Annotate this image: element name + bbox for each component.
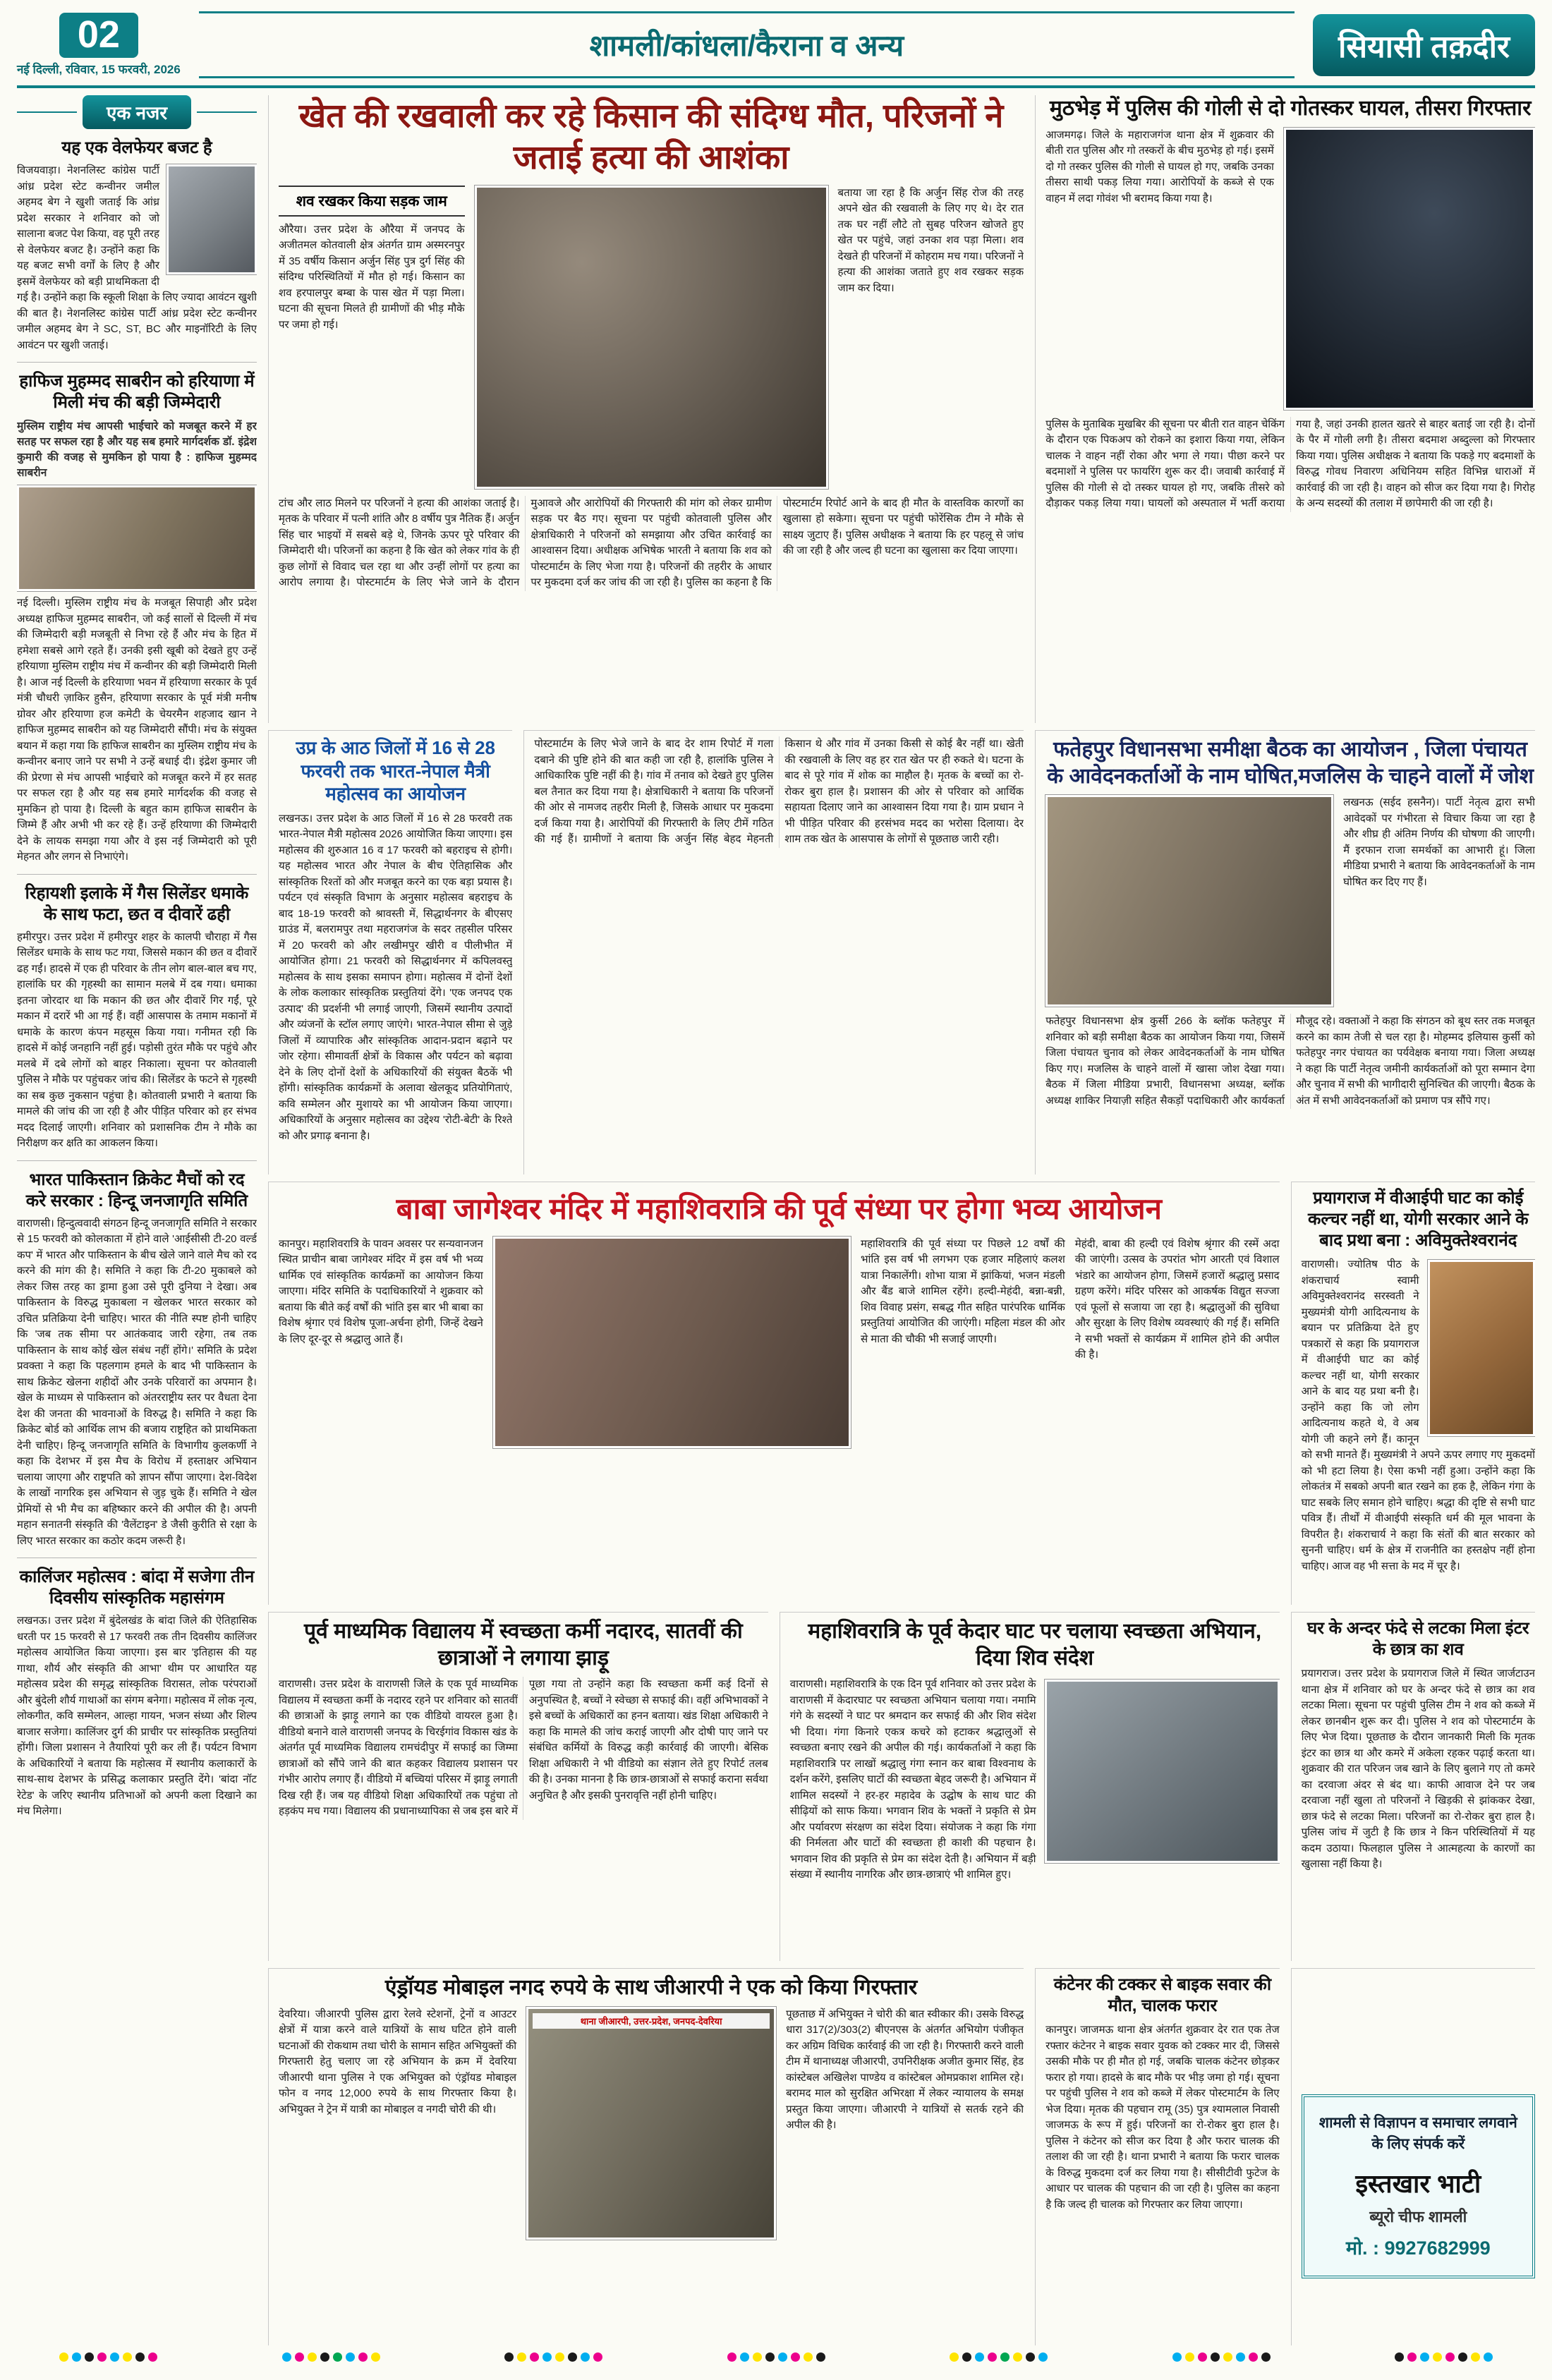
gas-body: हमीरपुर। उत्तर प्रदेश में हमीरपुर शहर के कालपी चौराहा में गैस सिलेंडर धमाके के साथ फट गया, जिससे मकान की छत व दीवारें ढह गईं। हादसे में एक ही परिवार के तीन लोग बाल-बाल बच गए, हालांकि घर की गृहस्थी का सामान मलबे में दब गया। धमाका इतना जोरदार था कि मकान की छत और दीवारें गिर गईं, पूरे मकान में दरारें भी आ गई हैं। वहीं आसपास के तमाम मकानों में धमाके के कारण कंपन महसूस किया गया। गनीमत रही कि हादसे में कोई जनहानि नहीं हुई। पड़ोसी तुरंत मौके पर पहुंचे और मलबे में दबे लोगों को बाहर निकाला। सूचना पर कोतवाली पुलिस ने मौके पर पहुंचकर जांच की। सिलेंडर के फटने से गृहस्थी का सब कुछ नुकसान पहुंचा है। कोतवाली प्रभारी ने बताया कि मामले की जांच की जा रही है और पीड़ित परिवार को हर संभव मदद दिलाई जाएगी। शनिवार को प्रशासनिक टीम ने मौके का निरीक्षण कर क्षति का आकलन किया। bbox=[17, 930, 257, 1149]
article-hafiz-sabrin bbox=[17, 362, 257, 866]
article-farmer-death-lead bbox=[268, 95, 1024, 723]
article-police-encounter bbox=[1035, 95, 1535, 723]
kedar-body: वाराणसी। महाशिवरात्रि के एक दिन पूर्व शनिवार को उत्तर प्रदेश के वाराणसी में केदारघाट पर स्वच्छता अभियान चलाया गया। नमामि गंगे के सदस्यों ने घाट पर श्रमदान कर सफाई की और शिव संदेश भी दिया। गंगा किनारे एकत्र कचरे को हटाकर श्रद्धालुओं से स्वच्छता बनाए रखने की अपील की गई। कार्यकर्ताओं ने कहा कि महाशिवरात्रि पर लाखों श्रद्धालु गंगा स्नान कर बाबा विश्वनाथ के दर्शन करेंगे, इसलिए घाटों की स्वच्छता बेहद जरूरी है। अभियान में शामिल सदस्यों ने हर-हर महादेव के उद्घोष के साथ घाट की सीढ़ियों को साफ किया। भगवान शिव के भक्तों ने प्रकृति से प्रेम और पर्यावरण संरक्षण का संदेश दिया। संयोजक ने कहा कि गंगा की निर्मलता और घाटों की स्वच्छता ही काशी की पहचान है। भगवान शिव की प्रकृति से प्रेम का संदेश देती है। अभियान में बड़ी संख्या में स्थानीय नागरिक और छात्र-छात्राएं भी शामिल हुए। bbox=[789, 1678, 1036, 1881]
article-cricket-protest bbox=[17, 1160, 257, 1550]
color-dot-cluster bbox=[1172, 2352, 1271, 2362]
article-grp-arrest bbox=[268, 1968, 1024, 2345]
hanging-headline: घर के अन्दर फंदे से लटका मिला इंटर के छात्र का शव bbox=[1307, 1619, 1529, 1659]
lead-article-continuation bbox=[523, 730, 1024, 1174]
article-fatehpur-meeting bbox=[1035, 730, 1535, 1174]
gas-headline: रिहायशी इलाके में गैस सिलेंडर धमाके के साथ फटा, छत व दीवारें ढही bbox=[25, 883, 249, 924]
fatehpur-top-layout bbox=[1045, 795, 1535, 1007]
vip-ghat-body: वाराणसी। ज्योतिष पीठ के शंकराचार्य स्वामी अविमुक्तेश्वरानंद सरस्वती ने मुख्यमंत्री योगी आदित्यनाथ के बयान पर प्रतिक्रिया देते हुए पत्रकारों से कहा कि प्रयागराज में वीआईपी घाट का कोई कल्चर नहीं था, योगी सरकार आने के बाद यह प्रथा बनी है। उन्होंने कहा कि जो लोग आदित्यनाथ कहते थे, वे अब योगी जी कहने लगे हैं। कानून को सभी मानते हैं। मुख्यमंत्री ने अपने ऊपर लगाए गए मुकदमों को भी हटा लिया है। ऐसा कभी नहीं हुआ। उन्होंने कहा कि लोकतंत्र में सबको अपनी बात रखने का हक है, लेकिन गंगा के घाट सबके लिए समान होने चाहिए। श्रद्धा की दृष्टि से सभी घाट पवित्र हैं। तीर्थों में वीआईपी संस्कृति धर्म की मूल भावना के विपरीत है। शंकराचार्य ने कहा कि संतों की बात सरकार को सुननी चाहिए। धर्म के क्षेत्र में राजनीति का हस्तक्षेप नहीं होना चाहिए। आज वह भी सत्ता के मद में चूर है। bbox=[1301, 1258, 1535, 1572]
color-dot-cluster bbox=[504, 2352, 602, 2362]
grp-arrest-photo bbox=[526, 2007, 776, 2240]
article-student-hanging bbox=[1291, 1612, 1535, 1961]
school-body: वाराणसी। उत्तर प्रदेश के वाराणसी जिले के एक पूर्व माध्यमिक विद्यालय में स्वच्छता कर्मी के नदारद रहने पर शनिवार को सातवीं की छात्राओं के झाड़ू लगाने का एक वीडियो वायरल हुआ है। वीडियो बनाने वाले वाराणसी जनपद के चिरईगांव विकास खंड के अंतर्गत पूर्व माध्यमिक विद्यालय रामचंदीपुर में सफाई का जिम्मा छात्राओं को सौंपे जाने की बात कहकर विद्यालय प्रशासन पर गंभीर आरोप लगाए हैं। वीडियो में बच्चियां परिसर में झाड़ू लगाती दिख रही हैं। जब यह वीडियो शिक्षा अधिकारियों तक पहुंचा तो हड़कंप मच गया। विद्यालय की प्रधानाध्यापिका से जब इस बारे में पूछा गया तो उन्होंने कहा कि स्वच्छता कर्मी कई दिनों से अनुपस्थित है, बच्चों ने स्वेच्छा से सफाई की। वहीं अभिभावकों ने इसे बच्चों के अधिकारों का हनन बताया। खंड शिक्षा अधिकारी ने कहा कि मामले की जांच कराई जाएगी और दोषी पाए जाने पर संबंधित कर्मियों के विरुद्ध कड़ी कार्रवाई की जाएगी। बेसिक शिक्षा अधिकारी ने भी वीडियो का संज्ञान लेते हुए रिपोर्ट तलब की है। उनका मानना है कि छात्र-छात्राओं से सफाई कराना सर्वथा अनुचित है और इसकी पुनरावृत्ति नहीं होनी चाहिए। bbox=[279, 1678, 768, 1817]
jageshwar-event-photo bbox=[493, 1237, 851, 1448]
cricket-headline: भारत पाकिस्तान क्रिकेट मैचों को रद करे सरकार : हिन्दू जनजागृति समिति bbox=[25, 1170, 248, 1210]
welfare-portrait-photo bbox=[166, 164, 257, 274]
article-india-nepal-festival bbox=[268, 730, 512, 1174]
kedar-content bbox=[790, 1677, 1280, 1883]
lead-continuation-body: पोस्टमार्टम के लिए भेजे जाने के बाद देर शाम रिपोर्ट में गला दबाने की पुष्टि होने की बात कही जा रही है, हालांकि पुलिस ने आधिकारिक पुष्टि नहीं की है। गांव में तनाव को देखते हुए पुलिस बल तैनात कर दिया गया है। क्षेत्राधिकारी ने बताया कि परिजनों की ओर से नामजद तहरीर मिली है, जिसके आधार पर मुकदमा दर्ज किया गया है। आरोपियों की गिरफ्तारी के लिए टीमें गठित की गई हैं। ग्रामीणों ने बताया कि अर्जुन सिंह बेहद मेहनती किसान थे और गांव में उनका किसी से कोई बैर नहीं था। खेती की रखवाली के लिए वह हर रात खेत पर ही रुकते थे। घटना के बाद से पूरे गांव में शोक का माहौल है। मृतक के बच्चों का रो-रोकर बुरा हाल है। प्रशासन की ओर से परिवार को आर्थिक सहायता दिलाए जाने का आश्वासन दिया गया है। ग्राम प्रधान ने भी पीड़ित परिवार की हरसंभव मदद का भरोसा दिलाया। देर शाम तक खेत के आसपास के लोगों से पूछताछ जारी रही। bbox=[534, 738, 1024, 845]
encounter-body-top: आजमगढ़। जिले के महाराजगंज थाना क्षेत्र में शुक्रवार की बीती रात पुलिस और गो तस्करों के बीच मुठभेड़ हो गई। इसमें दो गो तस्कर पुलिस की गोली से घायल हो गए, जबकि उनका तीसरा साथी पकड़ लिया गया। आरोपियों के कब्जे से एक वाहन में लदा गोवंश भी बरामद किया गया है। bbox=[1045, 128, 1274, 205]
contact-ad-block bbox=[1291, 1968, 1535, 2345]
vip-ghat-content bbox=[1302, 1257, 1535, 1574]
welfare-body: विजयवाड़ा। नेशनलिस्ट कांग्रेस पार्टी आंध्र प्रदेश स्टेट कन्वीनर जमील अहमद बेग ने खुशी जताई कि आंध्र प्रदेश सरकार ने शनिवार को जो सालाना बजट पेश किया, वह पूरी तरह से वेलफेयर बजट है। उन्होंने कहा कि यह बजट सभी वर्गों के लिए है और इसमें वेलफेयर को बड़ी प्राथमिकता दी गई है। उन्होंने कहा कि स्कूली शिक्षा के लिए ज्यादा आवंटन खुशी की बात है। नेशनलिस्ट कांग्रेस पार्टी आंध्र प्रदेश स्टेट कन्वीनर जमील अहमद बेग ने SC, ST, BC और माइनॉरिटी के लिए आवंटन पर खुशी जताई। bbox=[17, 164, 257, 351]
lead-body-left: औरैया। उत्तर प्रदेश के औरैया में जनपद के अजीतमल कोतवाली क्षेत्र अंतर्गत ग्राम अस्मरनपुर में 35 वर्षीय किसान अर्जुन सिंह पुत्र दुर्ग सिंह की संदिग्ध परिस्थितियों में मौत हो गई। किसान का शव हरपालपुर बम्बा के पास खेत में पड़ा मिला। घटना की सूचना मिलते ही ग्रामीणों की भीड़ मौके पर जमा हो गई। bbox=[279, 223, 465, 331]
jageshwar-body-mid: महाशिवरात्रि की पूर्व संध्या पर पिछले 12 वर्षों की भांति इस वर्ष भी लगभग एक हजार महिलाएं कलश यात्रा निकालेंगी। शोभा यात्रा में झांकियां, भजन मंडली और बैंड बाजे शामिल रहेंगे। हल्दी-मेहंदी, बन्ना-बन्नी, शिव विवाह प्रसंग, सबद्ध गीत सहित पारंपरिक धार्मिक प्रस्तुतियां आयोजित की जाएंगी। महिला मंडल की ओर से माता की चौकी भी सजाई जाएगी। bbox=[860, 1237, 1065, 1345]
lead-headline: खेत की रखवाली कर रहे किसान की संदिग्ध मौत, परिजनों ने जताई हत्या की आशंका bbox=[298, 97, 1004, 176]
kalinjar-headline: कालिंजर महोत्सव : बांदा में सजेगा तीन दिवसीय सांस्कृतिक महासंगम bbox=[19, 1567, 255, 1608]
article-kedar-ghat bbox=[780, 1612, 1280, 1961]
lead-body-right: बताया जा रहा है कि अर्जुन सिंह रोज की तरह अपने खेत की रखवाली के लिए गए थे। देर रात तक घर नहीं लौटे तो सुबह परिजन खोजते हुए खेत पर पहुंचे, जहां उनका शव पड़ा मिला। शव देखते ही परिजनों में कोहराम मच गया। परिजनों ने हत्या की आशंका जताते हुए शव रखकर सड़क जाम कर दिया। bbox=[837, 186, 1024, 294]
jageshwar-body-left: कानपुर। महाशिवरात्रि के पावन अवसर पर सन्यवानजन स्थित प्राचीन बाबा जागेश्वर मंदिर में इस वर्ष भी भव्य धार्मिक एवं सांस्कृतिक कार्यक्रमों का आयोजन किया जाएगा। मंदिर समिति के पदाधिकारियों ने शुक्रवार को बताया कि बीते कई वर्षों की भांति इस बार भी बाबा का विशेष श्रृंगार एवं विशेष पूजा-अर्चना होगी, जिन्हें देखने के लिए दूर-दूर से श्रद्धालु आते हैं। bbox=[279, 1237, 483, 1345]
ad-contact-name: इस्तखार भाटी bbox=[1355, 2168, 1481, 2198]
nepal-festival-headline: उप्र के आठ जिलों में 16 से 28 फरवरी तक भारत-नेपाल मैत्री महोत्सव का आयोजन bbox=[296, 737, 495, 804]
vip-ghat-headline: प्रयागराज में वीआईपी घाट का कोई कल्चर नहीं था, योगी सरकार आने के बाद प्रथा बना : अविमुक्तेश्वरानंद bbox=[1307, 1189, 1529, 1250]
hafiz-standfirst: मुस्लिम राष्ट्रीय मंच आपसी भाईचारे को मजबूत करने में हर सतह पर सफल रहा है और यह सब हमारे मार्गदर्शक डॉ. इंद्रेश कुमारी की वजह से मुमकिन हो पाया है : हाफिज मुहम्मद साबरीन bbox=[17, 420, 257, 479]
grp-headline: एंड्रॉयड मोबाइल नगद रुपये के साथ जीआरपी ने एक को किया गिरफ्तार bbox=[384, 1976, 918, 1999]
color-dot-cluster bbox=[1395, 2352, 1493, 2362]
ek-najar-label: एक नजर bbox=[83, 95, 191, 129]
color-dot-cluster bbox=[727, 2352, 825, 2362]
lead-top-layout bbox=[279, 186, 1024, 489]
fatehpur-body-side: लखनऊ (सईद हसनैन)। पार्टी नेतृत्व द्वारा सभी आवेदकों पर गंभीरता से विचार किया जा रहा है और शीघ्र ही अंतिम निर्णय की घोषणा की जाएगी। मैं इरफान राजा समर्थकों का आभारी हूं। जिला मीडिया प्रभारी ने बताया कि आवेदनकर्ताओं के नाम घोषित कर दिए गए हैं। bbox=[1343, 796, 1535, 888]
grp-layout bbox=[279, 2007, 1024, 2240]
page-grid bbox=[17, 95, 1535, 2345]
hanging-body: प्रयागराज। उत्तर प्रदेश के प्रयागराज जिले में स्थित जार्जटाउन थाना क्षेत्र में शनिवार को घर के अन्दर फंदे से छात्र का शव लटका मिला। सूचना पर पहुंची पुलिस टीम ने शव को कब्जे में लेकर छानबीन शुरू कर दी। पुलिस ने शव को पोस्टमार्टम के लिए भेज दिया। पूछताछ के दौरान जानकारी मिली कि मृतक इंटर का छात्र था और कमरे में अकेला रहकर पढ़ाई करता था। शुक्रवार की रात परिजन जब खाने के लिए बुलाने गए तो कमरे का दरवाजा अंदर से बंद था। काफी आवाज देने पर जब दरवाजा नहीं खुला तो परिजनों ने खिड़की से झांककर देखा, छात्र फंदे से लटका मिला। परिजनों का रो-रोकर बुरा हाल है। पुलिस जांच में जुटी है कि छात्र ने किन परिस्थितियों में यह कदम उठाया। फिलहाल पुलिस ने आत्महत्या के कारणों का खुलासा नहीं किया है। bbox=[1301, 1668, 1535, 1870]
jageshwar-layout bbox=[279, 1237, 1280, 1448]
section-title: शामली/कांधला/कैराना व अन्य bbox=[199, 11, 1295, 78]
ad-contact-phone: मो. : 9927682999 bbox=[1345, 2237, 1491, 2259]
article-kalinjar-festival bbox=[17, 1558, 257, 1820]
grp-body-right: पूछताछ में अभियुक्त ने चोरी की बात स्वीकार की। उसके विरुद्ध धारा 317(2)/303(2) बीएनएस के अंतर्गत अभियोग पंजीकृत कर अग्रिम विधिक कार्रवाई की जा रही है। गिरफ्तारी करने वाली टीम में थानाध्यक्ष जीआरपी, उपनिरीक्षक अजीत कुमार सिंह, हेड कांस्टेबल अखिलेश पाण्डेय व कांस्टेबल ओमप्रकाश शामिल रहे। बरामद माल को सुरक्षित अभिरक्षा में लेकर न्यायालय के समक्ष प्रस्तुत किया जाएगा। जीआरपी ने यात्रियों से सतर्क रहने की अपील की है। bbox=[786, 2008, 1024, 2131]
shankaracharya-photo bbox=[1428, 1260, 1535, 1436]
left-column bbox=[17, 95, 257, 2345]
article-container-accident bbox=[1035, 1968, 1279, 2345]
container-body: कानपुर। जाजमऊ थाना क्षेत्र अंतर्गत शुक्रवार देर रात एक तेज रफ्तार कंटेनर ने बाइक सवार युवक को टक्कर मार दी, जिससे उसकी मौके पर ही मौत हो गई, जबकि चालक कंटेनर छोड़कर फरार हो गया। हादसे के बाद मौके पर भीड़ जमा हो गई। सूचना पर पहुंची पुलिस ने शव को कब्जे में लेकर पोस्टमार्टम के लिए भेज दिया। मृतक की पहचान रामू (35) पुत्र श्यामलाल निवासी जाजमऊ के रूप में हुई। परिजनों का रो-रोकर बुरा हाल है। पुलिस ने कंटेनर को सीज कर दिया है और फरार चालक की तलाश की जा रही है। थाना प्रभारी ने बताया कि फरार चालक के विरुद्ध मुकदमा दर्ज कर लिया गया है। सीसीटीवी फुटेज के आधार पर चालक की पहचान की जा रही है। पुलिस का कहना है कि जल्द ही चालक को गिरफ्तार कर लिया जाएगा। bbox=[1045, 2024, 1280, 2211]
color-dot-cluster bbox=[59, 2352, 157, 2362]
color-dot-cluster bbox=[950, 2352, 1048, 2362]
encounter-night-photo bbox=[1284, 128, 1535, 410]
paper-name: सियासी तक़दीर bbox=[1313, 14, 1535, 76]
fatehpur-headline: फतेहपुर विधानसभा समीक्षा बैठक का आयोजन , जिला पंचायत के आवेदनकर्ताओं के नाम घोषित,मजलिस के चाहने वालों में जोश bbox=[1047, 738, 1534, 788]
school-headline: पूर्व माध्यमिक विद्यालय में स्वच्छता कर्मी नदारद, सातवीं की छात्राओं ने लगाया झाड़ू bbox=[304, 1620, 743, 1670]
ek-najar-section-header bbox=[17, 95, 257, 129]
fatehpur-body-bottom: फतेहपुर विधानसभा क्षेत्र कुर्सी 266 के ब्लॉक फतेहपुर में शनिवार को बड़ी समीक्षा बैठक का आयोजन किया गया, जिसमें जिला पंचायत चुनाव को लेकर आवेदनकर्ताओं के नाम घोषित किए गए। मजलिस के चाहने वालों में खासा जोश देखा गया। बैठक में जिला मीडिया प्रभारी, विधानसभा अध्यक्ष, ब्लॉक अध्यक्ष शाकिर नियाज़ी सहित सैकड़ों पदाधिकारी और कार्यकर्ता मौजूद रहे। वक्ताओं ने कहा कि संगठन को बूथ स्तर तक मजबूत करने का काम तेजी से चल रहा है। मोहम्मद इलियास कुर्सी को फतेहपुर नगर पंचायत का पर्यवेक्षक बनाया गया। जिला अध्यक्ष ने कहा कि पार्टी नेतृत्व जमीनी कार्यकर्ताओं को पूरा सम्मान देगा और चुनाव में सभी की भागीदारी सुनिश्चित की जाएगी। बैठक के अंत में सभी आवेदनकर्ताओं को प्रमाण पत्र सौंपे गए। bbox=[1045, 1015, 1535, 1107]
hafiz-group-photo bbox=[17, 485, 257, 591]
masthead bbox=[17, 11, 1535, 88]
fatehpur-meeting-photo bbox=[1045, 795, 1333, 1007]
article-gas-cylinder bbox=[17, 874, 257, 1152]
kalinjar-body: लखनऊ। उत्तर प्रदेश में बुंदेलखंड के बांदा जिले की ऐतिहासिक धरती पर 15 फरवरी से 17 फरवरी तक तीन दिवसीय कालिंजर महोत्सव आयोजित किया जाएगा। इस बार 'इतिहास की यह गाथा, शौर्य और संस्कृति की आभा' थीम पर आधारित यह महोत्सव प्रदेश की समृद्ध सांस्कृतिक विरासत, लोक परंपराओं और बुंदेली शौर्य गाथाओं का संगम बनेगा। महोत्सव में लोक नृत्य, लोकगीत, कवि सम्मेलन, आल्हा गायन, भजन संध्या और शिल्प बाजार सजेगा। कालिंजर दुर्ग की प्राचीर पर सांस्कृतिक प्रस्तुतियां होंगी। जिला प्रशासन ने तैयारियां पूरी कर ली हैं। पर्यटन विभाग के अधिकारियों ने बताया कि महोत्सव में स्थानीय कलाकारों के साथ-साथ देशभर के प्रसिद्ध कलाकार प्रस्तुति देंगे। 'बांदा नॉट रेटेड' के जरिए स्थानीय प्रतिभाओं को अपनी कला दिखाने का मंच मिलेगा। bbox=[17, 1615, 257, 1817]
grp-body-left: देवरिया। जीआरपी पुलिस द्वारा रेलवे स्टेशनों, ट्रेनों व आउटर क्षेत्रों में यात्रा करने वाले यात्रियों के साथ घटित होने वाली घटनाओं की रोकथाम तथा चोरी के सामान सहित अभियुक्तों की गिरफ्तारी हेतु चलाए जा रहे अभियान के क्रम में देवरिया जीआरपी थाना पुलिस ने एक अभियुक्त को एंड्रॉयड मोबाइल फोन व नगद 12,000 रुपये के साथ गिरफ्तार किया है। अभियुक्त ने ट्रेन में यात्री का मोबाइल व नगदी चोरी की थी। bbox=[279, 2008, 517, 2115]
hafiz-headline: हाफिज मुहम्मद साबरीन को हरियाणा में मिली मंच की बड़ी जिम्मेदारी bbox=[19, 372, 255, 412]
jageshwar-headline: बाबा जागेश्वर मंदिर में महाशिवरात्रि की पूर्व संध्या पर होगा भव्य आयोजन bbox=[396, 1192, 1162, 1225]
page-number: 02 bbox=[59, 13, 138, 57]
lead-left-cell bbox=[279, 186, 465, 489]
ad-line: शामली से विज्ञापन व समाचार लगवाने के लिए संपर्क करें bbox=[1318, 2115, 1517, 2153]
article-vip-ghat bbox=[1291, 1182, 1535, 1605]
kedar-headline: महाशिवरात्रि के पूर्व केदार घाट पर चलाया स्वच्छता अभियान, दिया शिव संदेश bbox=[808, 1620, 1262, 1670]
welfare-headline: यह एक वेलफेयर बजट है bbox=[61, 138, 212, 157]
lead-crowd-photo bbox=[475, 186, 828, 489]
color-dot-cluster bbox=[282, 2352, 380, 2362]
masthead-left bbox=[17, 13, 181, 76]
encounter-top-layout bbox=[1045, 128, 1535, 410]
hafiz-body: नई दिल्ली। मुस्लिम राष्ट्रीय मंच के मजबूत सिपाही और प्रदेश अध्यक्ष हाफिज मुहम्मद साबरीन, जो कई सालों से दिल्ली में मंच की जिम्मेदारी बड़ी मजबूती से निभा रहे हैं और मंच के हित में हमेशा सबसे आगे रहते हैं। उनकी इसी खूबी को देखते हुए उन्हें हरियाणा मुस्लिम राष्ट्रीय मंच में कन्वीनर की बड़ी जिम्मेदारी मिली है। आज नई दिल्ली के हरियाणा भवन में हरियाणा सरकार के पूर्व मंत्री चौधरी ज़ाकिर हुसैन, हरियाणा सरकार के पूर्व मंत्री मनीष ग्रोवर और हरियाणा हज कमेटी के चेयरमैन शहजाद खान ने हाफिज मुहम्मद साबरीन को यह जिम्मेदारी सौंपी। मंच के संयुक्त बयान में कहा गया कि हाफिज साबरीन का मुस्लिम राष्ट्रीय मंच के कन्वीनर बनाए जाने पर सभी ने उन्हें बधाई दी। इंद्रेश कुमार जी की प्रेरणा से मंच आपसी भाईचारे को मजबूत करने में हर सतह पर सफल रहा है और यह सब हमारे मार्गदर्शक की वजह से मुमकिन हो पाया है। दिल्ली के बहुत काम हाफिज साबरीन के जिम्मे हैं और अभी भी कर रहे हैं। उन्हें हरियाणा की जिम्मेदारी देने के लायक समझा गया और वे इस नई जिम्मेदारी को पूरी मेहनत और लगन से निभाएंगे। bbox=[17, 597, 257, 863]
registration-marks bbox=[17, 2345, 1535, 2362]
lead-subhead: शव रखकर किया सड़क जाम bbox=[279, 186, 465, 217]
lead-body-more: टांच और लाठ मिलने पर परिजनों ने हत्या की आशंका जताई है। मृतक के परिवार में पत्नी शांति और 8 वर्षीय पुत्र नैतिक हैं। अर्जुन सिंह चार भाइयों में सबसे बड़े थे, जिनके ऊपर पूरे परिवार की जिम्मेदारी थी। परिजनों का कहना है कि खेत को लेकर गांव के ही कुछ लोगों से विवाद चल रहा था और उन्हीं लोगों पर हत्या का आरोप लगाया है। पोस्टमार्टम के लिए भेजे जाने के दौरान मुआवजे और आरोपियों की गिरफ्तारी की मांग को लेकर ग्रामीण सड़क पर बैठ गए। सूचना पर पहुंची कोतवाली पुलिस और क्षेत्राधिकारी ने परिजनों को समझाया और उचित कार्रवाई का आश्वासन दिया। अधीक्षक अभिषेक भारती ने बताया कि शव को पोस्टमार्टम के लिए भेजा गया है। परिजनों की तहरीर के आधार पर मुकदमा दर्ज कर जांच की जा रही है। पुलिस का कहना है कि पोस्टमार्टम रिपोर्ट आने के बाद ही मौत के वास्तविक कारणों का खुलासा हो सकेगा। सूचना पर पहुंची फोरेंसिक टीम ने मौके से साक्ष्य जुटाए हैं। पुलिस अधीक्षक ने बताया कि हर पहलू से जांच की जा रही है और जल्द ही घटना का खुलासा कर दिया जाएगा। bbox=[279, 497, 1024, 588]
date-line: नई दिल्ली, रविवार, 15 फरवरी, 2026 bbox=[17, 62, 181, 76]
jageshwar-body-right: मेहंदी, बाबा की हल्दी एवं विशेष श्रृंगार की रस्में अदा की जाएंगी। उत्सव के उपरांत भोग आरती एवं विशाल भंडारे का आयोजन होगा, जिसमें हजारों श्रद्धालु प्रसाद ग्रहण करेंगे। मंदिर परिसर को आकर्षक विद्युत सज्जा एवं फूलों से सजाया जा रहा है। श्रद्धालुओं की सुविधा और सुरक्षा के लिए विशेष व्यवस्थाएं की गई हैं। समिति ने सभी भक्तों से कार्यक्रम में शामिल होने की अपील की है। bbox=[1074, 1237, 1280, 1361]
ad-contact-role: ब्यूरो चीफ शामली bbox=[1369, 2207, 1467, 2226]
nepal-festival-body: लखनऊ। उत्तर प्रदेश के आठ जिलों में 16 से 28 फरवरी तक भारत-नेपाल मैत्री महोत्सव 2026 आयोजित किया जाएगा। इस महोत्सव की शुरुआत 16 व 17 फरवरी को बहराइच से होगी। यह महोत्सव भारत और नेपाल के बीच ऐतिहासिक और सांस्कृतिक रिश्तों को और मजबूत करने का एक बड़ा प्रयास है। पर्यटन एवं संस्कृति विभाग के अनुसार महोत्सव बहराइच के बाद 18-19 फरवरी को श्रावस्ती में, सिद्धार्थनगर के बीएसए ग्राउंड में, बलरामपुर तथा महराजगंज के सदर तहसील परिसर में 20 फरवरी को और लखीमपुर खीरी व पीलीभीत में आयोजित होगा। 21 फरवरी को सिद्धार्थनगर में कपिलवस्तु महोत्सव के साथ इसका समापन होगा। महोत्सव में दोनों देशों के लोक कलाकार सांस्कृतिक प्रस्तुतियां देंगे। 'एक जनपद एक उत्पाद' की प्रदर्शनी भी लगाई जाएगी, जिसमें स्थानीय उत्पादों और व्यंजनों के स्टॉल लगाए जाएंगे। भारत-नेपाल सीमा से जुड़े जिलों में व्यापारिक और सांस्कृतिक आदान-प्रदान बढ़ाने पर जोर रहेगा। सीमावर्ती क्षेत्रों के विकास और पर्यटन को बढ़ावा देने के लिए दोनों देशों के अधिकारियों की संयुक्त बैठकें भी होंगी। सांस्कृतिक कार्यक्रमों के अलावा खेलकूद प्रतियोगिताएं, कवि सम्मेलन और मुशायरे का भी आयोजन किया जाएगा। अधिकारियों के अनुसार महोत्सव का उद्देश्य 'रोटी-बेटी' के रिश्ते को और प्रगाढ़ बनाना है। bbox=[279, 812, 513, 1142]
container-headline: कंटेनर की टक्कर से बाइक सवार की मौत, चालक फरार bbox=[1053, 1975, 1272, 2015]
article-school-sweeper bbox=[268, 1612, 768, 1961]
article-welfare-budget bbox=[17, 138, 257, 353]
article-jageshwar-temple bbox=[268, 1182, 1280, 1605]
cricket-body: वाराणसी। हिन्दुत्ववादी संगठन हिन्दू जनजागृति समिति ने सरकार से 15 फरवरी को कोलकाता में होने वाले 'आईसीसी टी-20 वर्ल्ड कप' में भारत और पाकिस्तान के बीच खेले जाने वाले मैच को रद करने की मांग की है। समिति ने कहा कि टी-20 मुकाबले को लेकर जिस तरह का ड्रामा हुआ उसे पूरी दुनिया ने देखा। अब पाकिस्तान के विरुद्ध मुकाबला न खेलकर भारत सरकार को उचित प्रतिक्रिया देनी चाहिए। भारत की नीति स्पष्ट होनी चाहिए कि 'जब तक सीमा पर आतंकवाद जारी रहेगा, तब तक पाकिस्तान के साथ कोई खेल संबंध नहीं होंगे।' समिति के प्रदेश प्रवक्ता ने कहा कि पहलगाम हमले के बाद भी पाकिस्तान के साथ क्रिकेट खेलना शहीदों और उनके परिवारों का अपमान है। खेल के माध्यम से पाकिस्तान को अंतरराष्ट्रीय स्तर पर वैधता देना देश की जनता की भावनाओं के विरुद्ध है। समिति ने कहा कि क्रिकेट बोर्ड को आर्थिक लाभ की बजाय राष्ट्रहित को प्राथमिकता देनी चाहिए। हिन्दू जनजागृति समिति के विभागीय कुलकर्णी ने कहा कि देशभर में इस मैच के विरोध में हस्ताक्षर अभियान चलाया जाएगा और राष्ट्रपति को ज्ञापन सौंपा जाएगा। देश-विदेश के लाखों नागरिक इस अभियान से जुड़ चुके हैं। समिति ने खेल प्रेमियों से भी मैच का बहिष्कार करने की अपील की है। अपनी महान सनातनी संस्कृति की 'वैलेंटाइन' डे जैसी कुरीति से रक्षा के लिए भारत सरकार का कठोर कदम जरूरी है। bbox=[17, 1217, 257, 1547]
encounter-headline: मुठभेड़ में पुलिस की गोली से दो गोतस्कर घायल, तीसरा गिरफ्तार bbox=[1049, 97, 1532, 120]
kedar-ghat-photo bbox=[1045, 1680, 1280, 1863]
encounter-body-bottom: पुलिस के मुताबिक मुखबिर की सूचना पर बीती रात वाहन चेकिंग के दौरान एक पिकअप को रोकने का इशारा किया गया, लेकिन चालक ने वाहन नहीं रोका और भगा ले गया। पीछा करने पर बदमाशों ने पुलिस पर फायरिंग शुरू कर दी। जवाबी कार्रवाई में पुलिस की गोली से दो तस्कर घायल हो गए, जबकि तीसरे को दौड़ाकर पकड़ लिया गया। घायलों को अस्पताल में भर्ती कराया गया है, जहां उनकी हालत खतरे से बाहर बताई जा रही है। दोनों के पैर में गोली लगी है। तीसरा बदमाश अब्दुल्ला को गिरफ्तार किया गया। पुलिस अधीक्षक ने बताया कि पकड़े गए बदमाशों के विरुद्ध गोवध निवारण अधिनियम सहित विभिन्न धाराओं में कार्रवाई की जा रही है। वाहन को सीज कर दिया गया है। गिरोह के अन्य सदस्यों की तलाश में छापेमारी की जा रही है। bbox=[1045, 418, 1535, 509]
contact-ad-box bbox=[1302, 2094, 1535, 2278]
grp-photo-caption: थाना जीआरपी, उत्तर-प्रदेश, जनपद-देवरिया bbox=[533, 2013, 770, 2029]
